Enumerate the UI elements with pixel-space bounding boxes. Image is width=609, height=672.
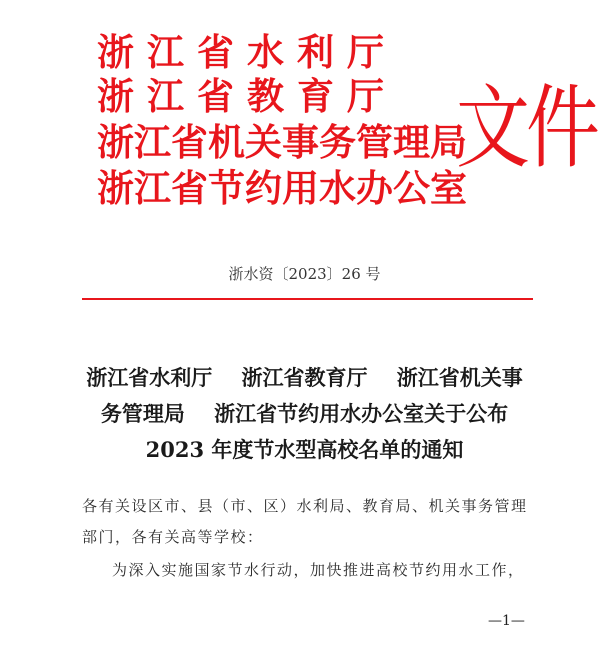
addressee-line-2: 部门，各有关高等学校：	[82, 528, 264, 546]
page-number: —1—	[488, 613, 525, 629]
document-title-line-1: 浙江省水利厅 浙江省教育厅 浙江省机关事	[86, 365, 523, 390]
body-paragraph: 为深入实施国家节水行动，加快推进高校节约用水工作，	[112, 561, 525, 579]
issuing-agency-4: 浙江省节约用水办公室	[97, 166, 467, 210]
header-divider	[82, 298, 533, 300]
issuing-agency-2: 浙江省教育厅	[97, 74, 397, 118]
addressee-line-1: 各有关设区市、县（市、区）水利局、教育局、机关事务管理	[82, 497, 528, 515]
issuing-agency-3: 浙江省机关事务管理局	[97, 120, 467, 164]
document-label: 文件	[456, 76, 596, 182]
document-number: 浙水资〔2023〕26 号	[228, 265, 381, 283]
issuing-agency-1: 浙江省水利厅	[97, 30, 397, 74]
document-title-line-3: 2023 年度节水型高校名单的通知	[145, 437, 464, 462]
document-title-line-2: 务管理局 浙江省节约用水办公室关于公布	[100, 401, 509, 426]
